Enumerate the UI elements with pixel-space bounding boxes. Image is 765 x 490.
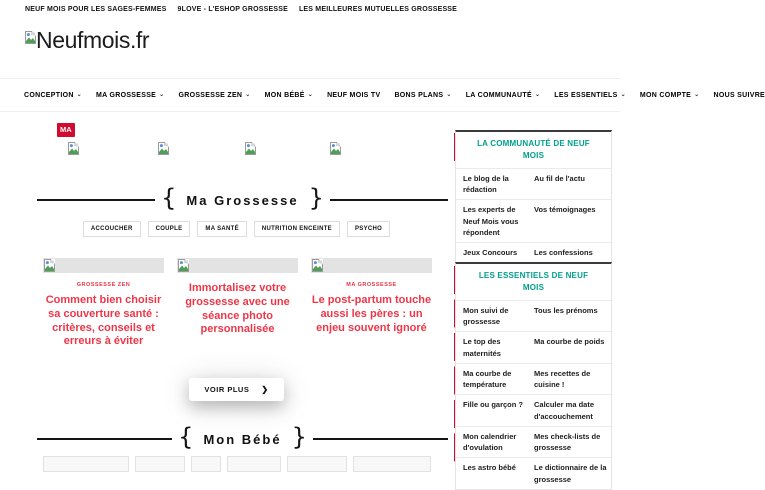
- table-row: [456, 457, 611, 489]
- nav-item-label: NOUS SUIVRE: [713, 91, 765, 99]
- cut-off-filter-chip[interactable]: [287, 456, 347, 472]
- nav-item-label: GROSSESSE ZEN: [178, 91, 243, 99]
- table-row: [456, 300, 611, 332]
- broken-image-icon: [245, 142, 256, 155]
- section-header-ma-grossesse: [25, 184, 448, 213]
- nav-item-neuf-mois-tv[interactable]: [327, 92, 380, 99]
- article-category[interactable]: GROSSESSE ZEN: [76, 282, 131, 288]
- topbar-link-mutuelles[interactable]: LES MEILLEURES MUTUELLES GROSSESSE: [298, 6, 458, 13]
- chevron-down-icon: ⌄: [534, 91, 541, 98]
- broken-image-icon: [44, 259, 55, 272]
- sidebar-link-recettes[interactable]: Mes recettes de cuisine !: [534, 368, 591, 390]
- chevron-down-icon: ⌄: [76, 91, 82, 98]
- section-title: Mon Bébé: [203, 431, 282, 447]
- article-thumbnail[interactable]: [311, 258, 432, 273]
- site-logo[interactable]: [25, 28, 149, 53]
- article-card: [177, 258, 298, 349]
- site-logo-text: Neufmois.fr: [36, 27, 150, 53]
- sidebar-link-date-accouchement[interactable]: Calculer ma date d'accouchement: [534, 400, 595, 421]
- nav-item-grossesse-zen[interactable]: [178, 92, 250, 99]
- broken-image-icon: [68, 142, 79, 155]
- article-title[interactable]: Le post-partum touche aussi les pères : un enjeu souvent ignoré: [311, 294, 432, 334]
- section-header-mon-bebe: [25, 423, 448, 452]
- section-rule: [330, 199, 448, 201]
- chevron-down-icon: ⌄: [694, 91, 700, 98]
- sidebar-link-jeux-concours[interactable]: Jeux Concours: [463, 248, 518, 258]
- sidebar-link-fille-garcon[interactable]: Fille ou garçon ?: [463, 400, 524, 410]
- nav-item-label: BONS PLANS: [394, 91, 444, 99]
- table-row: [456, 394, 611, 426]
- nav-item-label: MON BÉBÉ: [264, 91, 305, 99]
- voir-plus-label: VOIR PLUS: [204, 385, 250, 394]
- section-rule: [313, 438, 448, 440]
- main-nav: [0, 78, 765, 112]
- table-row: [456, 331, 611, 363]
- top-utility-bar: [25, 6, 457, 13]
- sidebar-communaute-widget: [455, 130, 612, 263]
- table-row: [456, 168, 611, 200]
- nav-item-conception[interactable]: [24, 92, 82, 99]
- mon-bebe-filters-cutoff: [25, 456, 448, 472]
- red-ma-badge: MA: [57, 123, 75, 137]
- nav-item-nous-suivre[interactable]: [713, 92, 765, 99]
- broken-image-icon: [312, 259, 323, 272]
- nav-item-label: MON COMPTE: [639, 91, 692, 99]
- filter-nutrition-enceinte[interactable]: NUTRITION ENCEINTE: [254, 221, 340, 237]
- sidebar-link-calendrier-ovulation[interactable]: Mon calendrier d'ovulation: [463, 431, 517, 453]
- nav-item-ma-grossesse[interactable]: [96, 92, 164, 99]
- widget-title: LA COMMUNAUTÉ DE NEUF MOIS: [477, 139, 590, 161]
- article-thumbnail[interactable]: [177, 258, 298, 273]
- nav-item-mon-compte[interactable]: [640, 92, 700, 99]
- sidebar-link-confessions[interactable]: Les confessions: [534, 248, 593, 258]
- broken-image-icon: [25, 31, 36, 44]
- cut-off-filter-chip[interactable]: [135, 456, 185, 472]
- cut-off-filter-chip[interactable]: [353, 456, 431, 472]
- nav-item-label: LA COMMUNAUTÉ: [465, 91, 532, 99]
- table-row: [456, 199, 611, 242]
- sidebar-link-temoignages[interactable]: Vos témoignages: [534, 205, 596, 215]
- sidebar-link-prenoms[interactable]: Tous les prénoms: [534, 305, 598, 315]
- nav-item-label: NEUF MOIS TV: [327, 91, 381, 99]
- voir-plus-button[interactable]: [189, 378, 283, 401]
- article-title[interactable]: Immortalisez votre grossesse avec une séance photo personnalisée: [185, 282, 290, 336]
- section-rule: [37, 438, 172, 440]
- nav-item-label: CONCEPTION: [24, 91, 74, 99]
- table-row: [456, 242, 611, 262]
- brace-open: {: [178, 423, 194, 451]
- sidebar-link-suivi-grossesse[interactable]: Mon suivi de grossesse: [463, 305, 509, 327]
- sidebar-link-astro-bebe[interactable]: Les astro bébé: [463, 463, 516, 473]
- sidebar-link-checklists[interactable]: Mes check-lists de grossesse: [534, 431, 601, 453]
- filter-couple[interactable]: COUPLE: [148, 221, 191, 237]
- filter-accoucher[interactable]: ACCOUCHER: [83, 221, 141, 237]
- sidebar-essentiels-widget: [455, 262, 612, 490]
- broken-image-icon: [178, 259, 189, 272]
- broken-image-icon: [158, 142, 169, 155]
- sidebar-link-courbe-poids[interactable]: Ma courbe de poids: [534, 337, 605, 347]
- widget-title: LES ESSENTIELS DE NEUF MOIS: [478, 271, 589, 293]
- broken-image-icon: [330, 142, 341, 155]
- cut-off-filter-chip[interactable]: [43, 456, 129, 472]
- section-title: Ma Grossesse: [186, 192, 299, 208]
- article-card: [311, 258, 432, 349]
- chevron-down-icon: ⌄: [245, 91, 251, 98]
- article-title[interactable]: Comment bien choisir sa couverture santé : critères, conseils et erreurs à éviter: [45, 294, 162, 348]
- sidebar-link-maternites[interactable]: Le top des maternités: [463, 337, 501, 358]
- chevron-down-icon: ⌄: [159, 91, 165, 98]
- sidebar-link-courbe-temperature[interactable]: Ma courbe de température: [463, 368, 512, 390]
- filter-psycho[interactable]: PSYCHO: [347, 221, 390, 237]
- article-thumbnail[interactable]: [43, 258, 164, 273]
- sidebar-link-experts[interactable]: Les experts de Neuf Mois vous répondent: [463, 205, 519, 237]
- section-rule: [37, 199, 155, 201]
- article-category[interactable]: MA GROSSESSE: [346, 282, 397, 288]
- sidebar-link-blog-redaction[interactable]: Le blog de la rédaction: [463, 173, 509, 195]
- nav-item-label: LES ESSENTIELS: [554, 91, 618, 99]
- nav-item-les-essentiels[interactable]: [554, 92, 626, 99]
- table-row: [456, 363, 611, 395]
- nav-item-la-communaute[interactable]: [466, 92, 541, 99]
- table-row: [456, 426, 611, 458]
- article-card: [43, 258, 164, 349]
- topbar-link-sages-femmes[interactable]: NEUF MOIS POUR LES SAGES-FEMMES: [25, 6, 167, 13]
- nav-item-label: MA GROSSESSE: [96, 91, 157, 99]
- nav-item-mon-bebe[interactable]: [265, 92, 313, 99]
- chevron-down-icon: ⌄: [620, 91, 626, 98]
- chevron-down-icon: ⌄: [307, 91, 314, 98]
- sidebar-link-au-fil-actu[interactable]: Au fil de l'actu: [534, 173, 585, 183]
- brace-open: {: [161, 184, 177, 212]
- brace-close: }: [308, 184, 324, 212]
- cut-off-filter-chip[interactable]: [191, 456, 221, 472]
- cut-off-filter-chip[interactable]: [227, 456, 281, 472]
- topbar-link-eshop[interactable]: 9LOVE - L'ESHOP GROSSESSE: [177, 6, 288, 13]
- brace-close: }: [291, 423, 307, 451]
- chevron-right-icon: ❯: [261, 385, 269, 394]
- chevron-down-icon: ⌄: [446, 91, 452, 98]
- voir-plus-wrap: [25, 378, 448, 401]
- ma-grossesse-filters: [25, 221, 448, 237]
- sidebar-link-dictionnaire[interactable]: Le dictionnaire de la grossesse: [534, 463, 607, 484]
- nav-item-bons-plans[interactable]: [394, 92, 451, 99]
- filter-ma-sante[interactable]: MA SANTÉ: [197, 221, 247, 237]
- article-cards: [43, 258, 432, 349]
